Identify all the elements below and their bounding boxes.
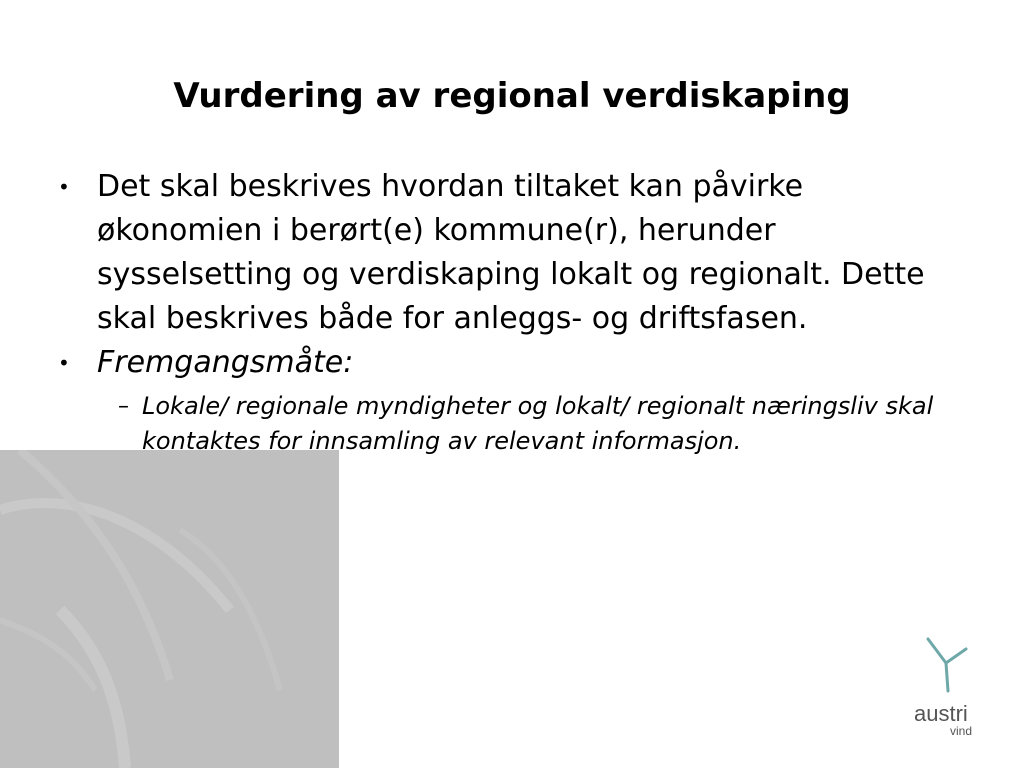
sub-bullet-text: Lokale/ regionale myndigheter og lokalt/ regionalt næringsliv skal kontaktes for innsamling av relevant informasjon. bbox=[142, 392, 934, 455]
sub-bullet-item bbox=[118, 389, 958, 459]
bullet-item bbox=[58, 165, 958, 341]
decorative-gray-panel bbox=[0, 450, 339, 768]
logo-sub-text: vind bbox=[950, 724, 973, 738]
bullet-text: Det skal beskrives hvordan tiltaket kan påvirke økonomien i berørt(e) kommune(r), herunder sysselsetting og verdiskaping lokalt og regionalt. Dette skal beskrives både for anleggs- og driftsfasen. bbox=[97, 169, 925, 336]
logo-brand-text: austri bbox=[914, 701, 968, 726]
company-logo bbox=[906, 635, 986, 745]
bullet-item bbox=[58, 341, 958, 385]
wind-turbine-icon bbox=[920, 635, 970, 695]
bullet-text: Fremgangsmåte: bbox=[97, 345, 354, 380]
sub-bullet-marker: – bbox=[118, 394, 129, 419]
slide-content bbox=[58, 165, 958, 459]
wind-swirl-graphic bbox=[0, 450, 339, 768]
bullet-marker: • bbox=[58, 351, 70, 375]
bullet-marker: • bbox=[58, 175, 70, 199]
slide-title: Vurdering av regional verdiskaping bbox=[173, 76, 851, 116]
